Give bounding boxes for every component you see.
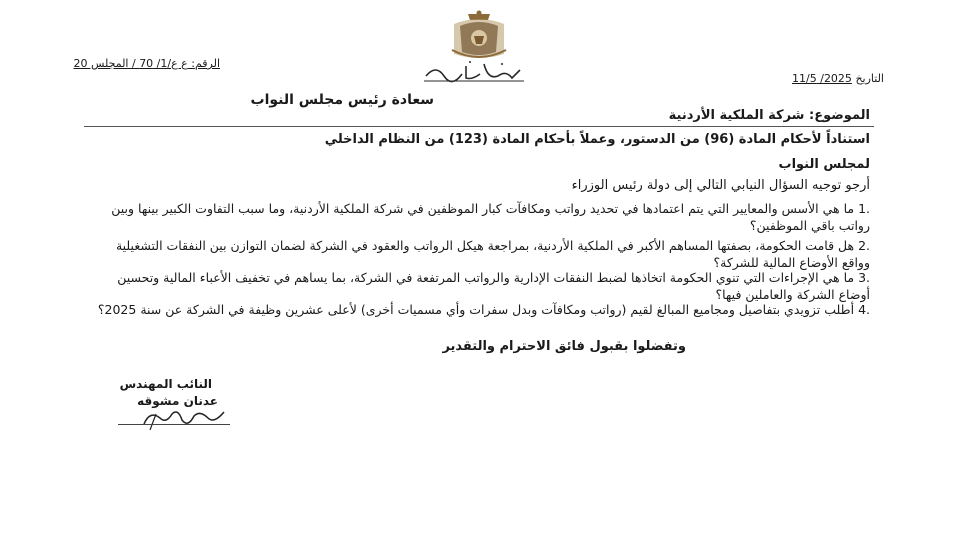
reference-number: الرقم: ع ع/1/ 70 / المجلس 20 (73, 57, 220, 70)
question-item: .1 ما هي الأسس والمعايير التي يتم اعتمادها في تحديد رواتب ومكافآت كبار الموظفين في شركة الملكية الأردنية، وما سبب التفاوت الكبير بينها وبين رواتب باقي الموظفين؟ (111, 201, 870, 233)
intro-line: لمجلس النواب (778, 157, 870, 172)
signer-name: عدنان مشوقه (137, 394, 218, 408)
intro-line: استناداً لأحكام المادة (96) من الدستور، وعملاً بأحكام المادة (123) من النظام الداخلي (324, 132, 870, 147)
signature-line (118, 424, 230, 425)
handwritten-signature (120, 404, 240, 432)
subject-divider (84, 126, 874, 127)
royal-emblem-icon (446, 10, 512, 60)
subject-line: الموضوع: شركة الملكية الأردنية (668, 108, 870, 123)
question-item: .4 أطلب تزويدي بتفاصيل ومجاميع المبالغ لقيم (رواتب ومكافآت وبدل سفرات وأي مسميات أخرى) لأعلى عشرين وظيفة في الشركة عن سنة 2025؟ (97, 302, 870, 317)
closing-line: وتفضلوا بقبول فائق الاحترام والتقدير (442, 339, 686, 354)
council-calligraphy (420, 58, 530, 84)
addressee: سعادة رئيس مجلس النواب (250, 92, 434, 108)
question-item: .3 ما هي الإجراءات التي تنوي الحكومة اتخاذها لضبط النفقات الإدارية والرواتب المرتفعة في الشركة، بما يساهم في تخفيف الأعباء المالية وتحسين أوضاع الشركة والعاملين فيها؟ (117, 270, 870, 302)
request-line: أرجو توجيه السؤال النيابي التالي إلى دولة رئيس الوزراء (571, 178, 870, 193)
signer-title: النائب المهندس (119, 377, 212, 391)
question-item: .2 هل قامت الحكومة، بصفتها المساهم الأكبر في الملكية الأردنية، بمراجعة هيكل الرواتب والعقود في الشركة لضمان التوازن بين النفقات التشغيلية وواقع الأوضاع المالية للشركة؟ (115, 238, 870, 270)
letter-date: التاريخ 2025/ 11/5 (792, 72, 884, 85)
